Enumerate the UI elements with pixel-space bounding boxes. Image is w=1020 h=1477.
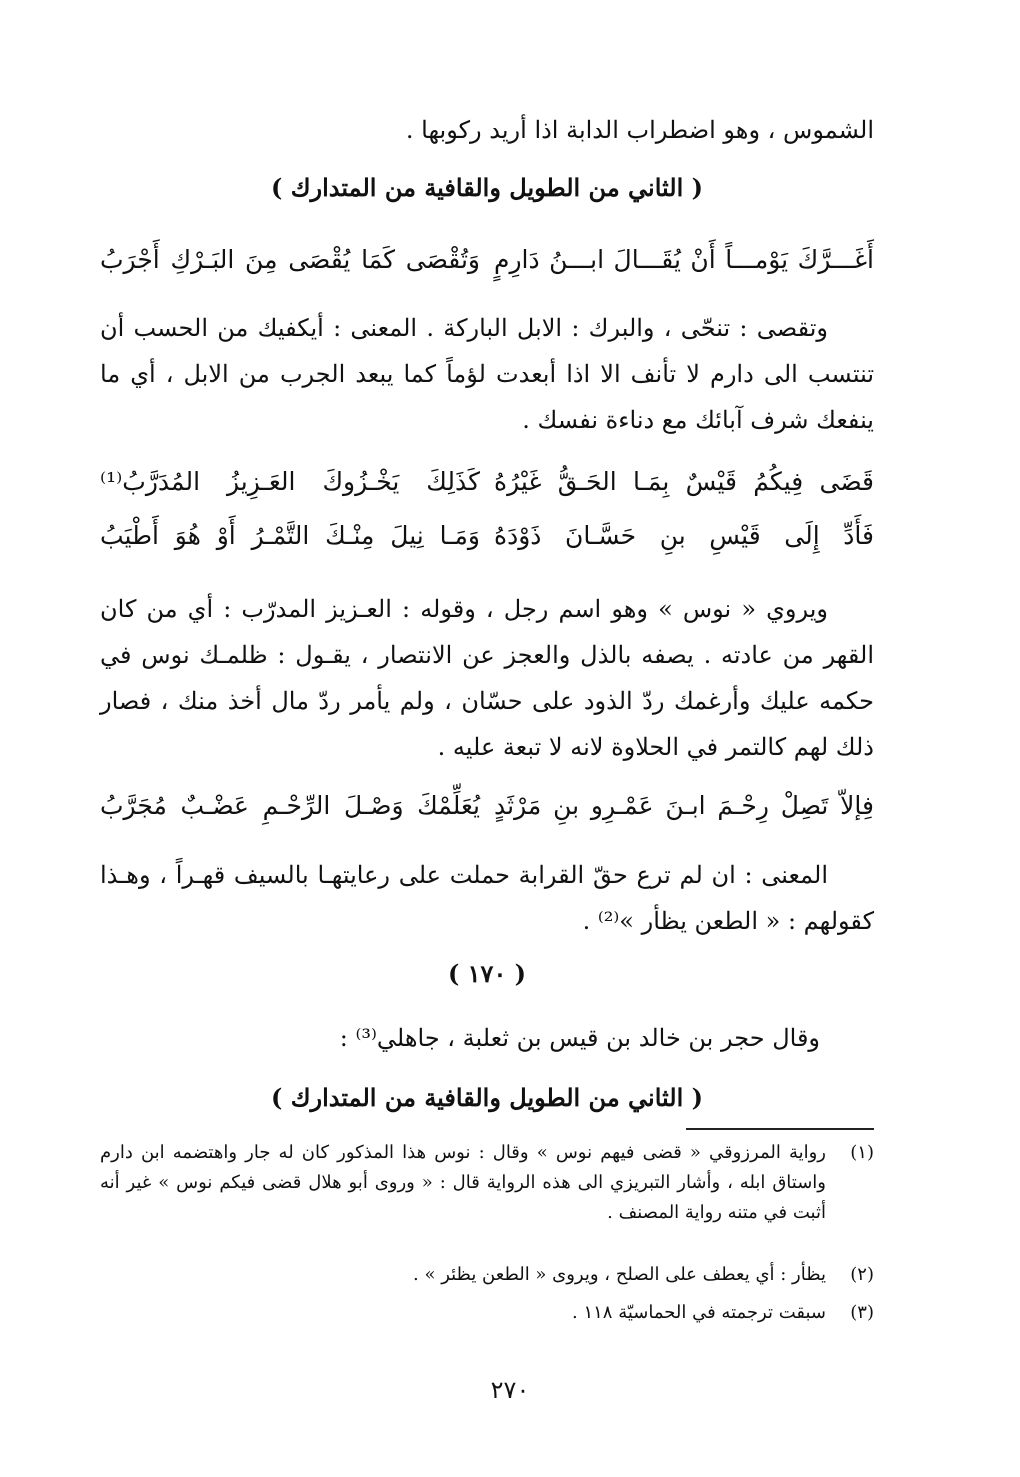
commentary-paragraph: وتقصى : تنحّى ، والبرك : الابل الباركة . المعنى : أيكفيك من الحسب أن تنتسب الى دارم لا تأنف الا اذا أبعدت لؤماً كما يبعد الجرب من الابل ، أي ما ينفعك شرف آبائك مع دناءة نفسك .: [100, 314, 874, 434]
poem-intro: وقال حجر بن خالد بن قيس بن ثعلبة ، جاهلي⁽³⁾ :: [339, 1024, 820, 1052]
verse-line: [100, 240, 874, 280]
footnote-separator: [686, 1128, 874, 1130]
commentary-paragraph: المعنى : ان لم ترع حقّ القرابة حملت على رعايتهـا بالسيف قهـراً ، وهـذا كقولهم : « الطعن يظأر »⁽²⁾ .: [100, 861, 874, 935]
verse-hemistich-first: فِإلاّ تَصِلْ رِحْـمَ ابـنَ عَمْـرِو بنِ مَرْثَدٍ: [494, 791, 874, 820]
text-line-continuation: الشموس ، وهو اضطراب الدابة اذا أريد ركوبها .: [405, 116, 874, 144]
footnote-text: يظأر : أي يعطف على الصلح ، ويروى « الطعن يظئر » .: [413, 1264, 826, 1285]
footnote-text: سبقت ترجمته في الحماسيّة ١١٨ .: [572, 1302, 826, 1323]
poem-number: ( ١٧٠ ): [447, 959, 527, 988]
commentary-paragraph: ويروي « نوس » وهو اسم رجل ، وقوله : العـزيز المدرّب : أي من كان القهر من عادته . يصفه بالذل والعجز عن الانتصار ، يقـول : ظلمـك نوس في حكمه عليك وأرغمك ردّ الذود على حسّان ، ولم يأمر ردّ مال أخذ منك ، فصار ذلك لهم كالتمر في الحلاوة لانه لا تبعة عليه .: [100, 595, 874, 761]
verse-line: [100, 462, 874, 502]
footnote-number: (١): [850, 1142, 874, 1163]
footnote: [100, 1138, 874, 1228]
meter-heading: ( الثاني من الطويل والقافية من المتدارك ): [271, 1083, 703, 1112]
footnote-number: (٣): [850, 1302, 874, 1323]
verse-line: [100, 786, 874, 826]
verse-hemistich-second: يُعَلِّمْكَ وَصْـلَ الرِّحْـمِ عَضْـبٌ مُجَرَّبُ: [100, 791, 480, 820]
page-number: ٢٧٠: [490, 1376, 530, 1404]
footnote: [100, 1260, 874, 1290]
verse-hemistich-second: كَذَلِكَ يَخْـزُوكَ العَـزِيزُ المُدَرَّبُ⁽¹⁾: [100, 467, 480, 496]
footnote: [100, 1298, 874, 1328]
verse-hemistich-first: فَأَدِّ إِلَى قَيْسِ بنِ حَسَّـانَ ذَوْدَهُ: [494, 521, 874, 550]
verse-hemistich-first: أَغَـــرَّكَ يَوْمـــاً أَنْ يُقَـــالَ ابـــنُ دَارِمٍ: [494, 245, 874, 274]
verse-hemistich-second: وَتُقْصَى كَمَا يُقْصَى مِنَ البَـرْكِ أَجْرَبُ: [100, 245, 480, 274]
verse-line: [100, 516, 874, 556]
footnote-number: (٢): [850, 1264, 874, 1285]
verse-hemistich-first: قَضَى فِيكُمُ قَيْسٌ بِمَـا الحَـقُّ غَيْرُهُ: [494, 467, 874, 496]
footnote-text: رواية المرزوقي « قضى فيهم نوس » وقال : نوس هذا المذكور كان له جار واهتضمه ابن دارم واستاق ابله ، وأشار التبريزي الى هذه الرواية قال : « وروى أبو هلال قضى فيكم نوس » غير أنه أثبت في متنه رواية المصنف .: [100, 1142, 826, 1223]
verse-hemistich-second: وَمَـا نِيلَ مِنْـكَ التَّمْـرُ أَوْ هُوَ أَطْيَبُ: [100, 521, 480, 550]
meter-heading: ( الثاني من الطويل والقافية من المتدارك ): [271, 173, 703, 202]
